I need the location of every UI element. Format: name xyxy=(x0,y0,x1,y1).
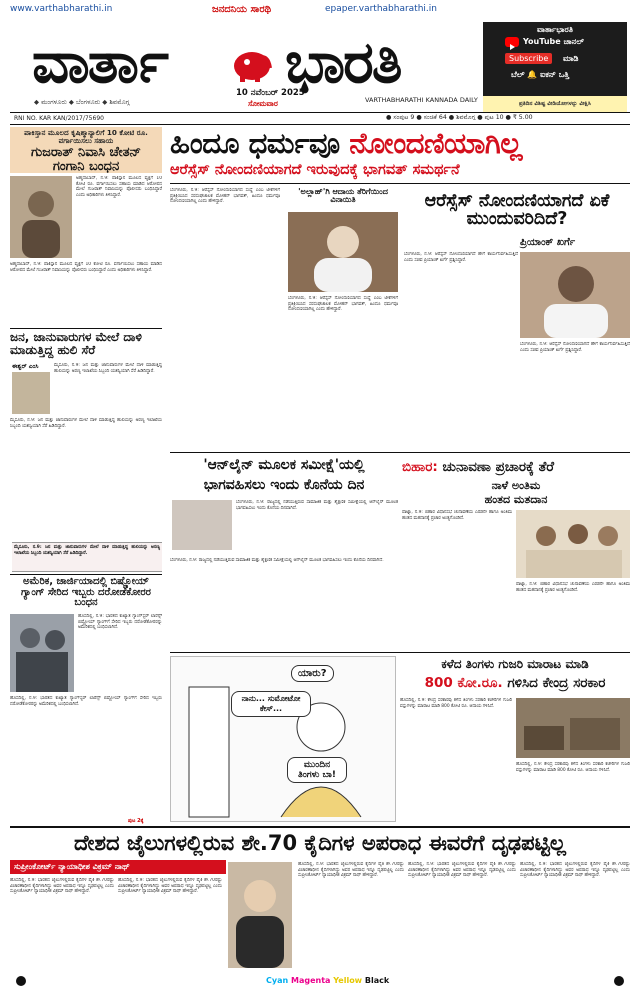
lead-headline-part1: ಹಿಂದೂ ಧರ್ಮವೂ xyxy=(170,126,350,160)
promo-footer: ಪ್ರತಿದಿನ ವಿಶಿಷ್ಟ ವೀಡಿಯೋಗಳನ್ನು ವೀಕ್ಷಿಸಿ xyxy=(518,101,592,107)
gujarat-body-2: ಅಹ್ಮದಾಬಾದ್, ನ.9: ಪಾಕಿಸ್ತಾನ ಮೂಲದ ವ್ಯಕ್ತಿಗೆ 10 ಕೋಟಿ ರೂ. ವರ್ಗಾಯಿಸಲು ಸಹಾಯ ಮಾಡಿದ ಆರೋಪದ ಮೇಲೆ ಗುಜರಾತ್ ನಿವಾಸಿಯನ್ನು ಪೊಲೀಸರು ಬಂಧಿಸಿದ್ದಾರೆ ಎಂದು ಅಧಿಕಾರಿಗಳು ತಿಳಿಸಿದ್ದಾರೆ. xyxy=(10,262,162,273)
america-continued[interactable]: ಪುಟ 2ಕ್ಕೆ xyxy=(128,818,144,824)
tiger-body-2: ಮೈಸೂರು, ನ.9: ಜನ ಮತ್ತು ಜಾನುವಾರುಗಳ ಮೇಲೆ ದಾಳಿ ಮಾಡುತ್ತಿದ್ದ ಹುಲಿಯನ್ನು ಅರಣ್ಯ ಇಲಾಖೆಯ ಸಿಬ್ಬಂದಿ ಯಶಸ್ವಿಯಾಗಿ ಸೆರೆ ಹಿಡಿದಿದ್ದಾರೆ. xyxy=(10,418,162,429)
america-photo xyxy=(10,614,74,692)
cartoon-panel xyxy=(170,656,396,822)
prison-body-3: ಹೊಸದಿಲ್ಲಿ, ನ.9: ಭಾರತದ ಜೈಲುಗಳಲ್ಲಿರುವ ಕೈದಿಗಳ ಪೈಕಿ ಶೇ.70ರಷ್ಟು ವಿಚಾರಣಾಧೀನ ಕೈದಿಗಳಾಗಿದ್ದು ಅವರ ಅಪರಾಧ ಇನ್ನೂ ದೃಢಪಟ್ಟಿಲ್ಲ ಎಂದು ಸುಪ್ರೀಂಕೋರ್ಟ್ ನ್ಯಾಯಾಧೀಶ ವಿಕ್ರಮ್ ನಾಥ್ ಹೇಳಿದ್ದಾರೆ. xyxy=(298,862,404,879)
online-headline-line1[interactable]: 'ಆನ್‌ಲೈನ್ ಮೂಲಕ ಸಮೀಕ್ಷೆ'ಯಲ್ಲಿ xyxy=(203,457,365,473)
lead-headline[interactable] xyxy=(170,128,630,158)
masthead-rule xyxy=(10,112,630,113)
mid-rule xyxy=(170,652,630,653)
america-body-2: ಹೊಸದಿಲ್ಲಿ, ನ.9: ಭಾರತದ ಕುಖ್ಯಾತ ಗ್ಯಾಂಗ್‌ಸ್ಟರ್ ಲಾರೆನ್ಸ್ ಬಿಷ್ಣೋಯ್ ಗ್ಯಾಂಗ್‌ಗೆ ಸೇರಿದ ಇಬ್ಬರು ದರೋಡೆಕೋರರನ್ನು ಅಮೆರಿಕದಲ್ಲಿ ಬಂಧಿಸಲಾಗಿದೆ. xyxy=(10,696,162,707)
kharge-photo xyxy=(520,252,630,338)
cartoon-drawing xyxy=(171,657,395,821)
promo-youtube: YouTube ಚಾನಲ್ xyxy=(523,37,584,46)
logo-left: ವಾರ್ತಾ xyxy=(32,28,167,96)
lead-body-col2: ಬೆಂಗಳೂರು, ನ.9: ಆರೆಸ್ಸೆಸ್ ನೋಂದಣಿಯಾಗದ ಸಂಸ್ಥೆ ಎಂಬ ಟೀಕೆಗಳಿಗೆ ಪ್ರತಿಕ್ರಿಯಿಸಿದ ಸರಸಂಘಚಾಲಕ ಮೋಹನ್ ಭಾಗವತ್, ಹಿಂದೂ ಧರ್ಮವೂ ನೋಂದಣಿಯಾಗಿಲ್ಲ ಎಂದು ಹೇಳಿದ್ದಾರೆ. xyxy=(288,296,398,313)
promo-footer-bar xyxy=(483,96,627,112)
lead-bottom-rule xyxy=(170,452,630,453)
youtube-promo[interactable] xyxy=(483,22,627,112)
editions: ◆ ಮಂಗಳೂರು ◆ ಬೆಂಗಳೂರು ◆ ಶಿವಮೊಗ್ಗ xyxy=(34,98,130,106)
kharge-byline: ಪ್ರಿಯಾಂಕ್ ಖರ್ಗೆ xyxy=(520,237,576,248)
cartoon-bubble-2: ನಾನು... ಸುಮೋಟೋ ಕೇಸ್... xyxy=(231,691,311,717)
bihar-body-2: ಪಾಟ್ನಾ, ನ.9: ಬಿಹಾರ ವಿಧಾನಸಭೆ ಚುನಾವಣೆಯ ಎರಡನೇ ಹಾಗೂ ಅಂತಿಮ ಹಂತದ ಮತದಾನಕ್ಕೆ ಪ್ರಚಾರ ಅಂತ್ಯಗೊಂಡಿದೆ. xyxy=(516,582,630,593)
left-rule-2 xyxy=(10,574,162,575)
bihar-subhead-line1: ನಾಳೆ ಅಂತಿಮ xyxy=(491,479,541,492)
color-black: Black xyxy=(364,976,390,985)
left-rule-1 xyxy=(10,328,162,329)
centre-body-1: ಹೊಸದಿಲ್ಲಿ, ನ.9: ಕೇಂದ್ರ ಸರಕಾರವು ಕಳೆದ ತಿಂಗಳು ಸರಕಾರಿ ಕಚೇರಿಗಳ ಗುಜರಿ ವಸ್ತುಗಳನ್ನು ಮಾರಾಟ ಮಾಡಿ 800 ಕೋಟಿ ರೂ. ಆದಾಯ ಗಳಿಸಿದೆ. xyxy=(400,698,512,709)
cartoon-bubble-3: ಮುಂದಿನ ತಿಂಗಳು ಬಾ! xyxy=(287,757,347,783)
paper-name: VARTHABHARATHI KANNADA DAILY xyxy=(365,96,478,104)
color-magenta: Magenta xyxy=(290,976,331,985)
prison-tag-bar xyxy=(10,860,226,874)
issue-date: 10 ನವೆಂಬರ್ 2025 xyxy=(236,88,305,98)
prison-body-1: ಹೊಸದಿಲ್ಲಿ, ನ.9: ಭಾರತದ ಜೈಲುಗಳಲ್ಲಿರುವ ಕೈದಿಗಳ ಪೈಕಿ ಶೇ.70ರಷ್ಟು ವಿಚಾರಣಾಧೀನ ಕೈದಿಗಳಾಗಿದ್ದು ಅವರ ಅಪರಾಧ ಇನ್ನೂ ದೃಢಪಟ್ಟಿಲ್ಲ ಎಂದು ಸುಪ್ರೀಂಕೋರ್ಟ್ ನ್ಯಾಯಾಧೀಶ ವಿಕ್ರಮ್ ನಾಥ್ ಹೇಳಿದ್ದಾರೆ. xyxy=(10,878,114,895)
tiger-byline: ಈಶ್ವರ್ ಎಂಸಿ xyxy=(12,363,39,370)
issue-info: ● ಸಂಪುಟ 9 ● ಸಂಚಿಕೆ 64 ● ಶಿವಮೊಗ್ಗ ● ಪುಟ 10 ● ₹ 5.00 xyxy=(386,114,533,121)
info-rule xyxy=(10,124,630,125)
online-body-2: ಬೆಂಗಳೂರು, ನ.9: ರಾಜ್ಯದಲ್ಲಿ ನಡೆಯುತ್ತಿರುವ ಸಾಮಾಜಿಕ ಮತ್ತು ಶೈಕ್ಷಣಿಕ ಸಮೀಕ್ಷೆಯಲ್ಲಿ ಆನ್‌ಲೈನ್ ಮೂಲಕ ಭಾಗವಹಿಸಲು ಇಂದು ಕೊನೆಯ ದಿನವಾಗಿದೆ. xyxy=(170,558,384,563)
online-photo xyxy=(172,500,232,550)
kharge-body-col1: ಬೆಂಗಳೂರು, ನ.9: ಆರೆಸ್ಸೆಸ್ ನೋಂದಣಿಯಾಗದೆ ಹೇಗೆ ಕಾರ್ಯನಿರ್ವಹಿಸುತ್ತಿದೆ ಎಂದು ಸಚಿವ ಪ್ರಿಯಾಂಕ್ ಖರ್ಗೆ ಪ್ರಶ್ನಿಸಿದ್ದಾರೆ. xyxy=(404,252,518,263)
scrap-photo xyxy=(516,698,630,758)
tiger-highlight xyxy=(12,542,162,572)
gujarat-headline[interactable]: ಗುಜರಾತ್ ನಿವಾಸಿ ಚೇತನ್ ಗಂಗಾನಿ ಬಂಧನ xyxy=(30,145,142,174)
tiger-headline[interactable]: ಜನ, ಜಾನುವಾರುಗಳ ಮೇಲೆ ದಾಳಿ ಮಾಡುತ್ತಿದ್ದ ಹುಲಿ ಸೆರೆ xyxy=(10,330,142,357)
bihar-photo xyxy=(516,510,630,578)
prison-headline[interactable]: ದೇಶದ ಜೈಲುಗಳಲ್ಲಿರುವ ಶೇ.70 ಕೈದಿಗಳ ಅಪರಾಧ ಈವರೆಗೆ ದೃಢಪಟ್ಟಿಲ್ಲ xyxy=(74,831,566,855)
prison-body-2: ಹೊಸದಿಲ್ಲಿ, ನ.9: ಭಾರತದ ಜೈಲುಗಳಲ್ಲಿರುವ ಕೈದಿಗಳ ಪೈಕಿ ಶೇ.70ರಷ್ಟು ವಿಚಾರಣಾಧೀನ ಕೈದಿಗಳಾಗಿದ್ದು ಅವರ ಅಪರಾಧ ಇನ್ನೂ ದೃಢಪಟ್ಟಿಲ್ಲ ಎಂದು ಸುಪ್ರೀಂಕೋರ್ಟ್ ನ್ಯಾಯಾಧೀಶ ವಿಕ್ರಮ್ ನಾಥ್ ಹೇಳಿದ್ದಾರೆ. xyxy=(118,878,222,895)
prison-body-5: ಹೊಸದಿಲ್ಲಿ, ನ.9: ಭಾರತದ ಜೈಲುಗಳಲ್ಲಿರುವ ಕೈದಿಗಳ ಪೈಕಿ ಶೇ.70ರಷ್ಟು ವಿಚಾರಣಾಧೀನ ಕೈದಿಗಳಾಗಿದ್ದು ಅವರ ಅಪರಾಧ ಇನ್ನೂ ದೃಢಪಟ್ಟಿಲ್ಲ ಎಂದು ಸುಪ್ರೀಂಕೋರ್ಟ್ ನ್ಯಾಯಾಧೀಶ ವಿಕ್ರಮ್ ನಾಥ್ ಹೇಳಿದ್ದಾರೆ. xyxy=(520,862,630,879)
registration-mark-icon xyxy=(16,976,26,986)
rni-number: RNI NO. KAR KAN/2017/75690 xyxy=(14,115,104,122)
centre-headline-line2[interactable] xyxy=(400,676,630,690)
lead-body-col1: ಬೆಂಗಳೂರು, ನ.9: ಆರೆಸ್ಸೆಸ್ ನೋಂದಣಿಯಾಗದ ಸಂಸ್ಥೆ ಎಂಬ ಟೀಕೆಗಳಿಗೆ ಪ್ರತಿಕ್ರಿಯಿಸಿದ ಸರಸಂಘಚಾಲಕ ಮೋಹನ್ ಭಾಗವತ್, ಹಿಂದೂ ಧರ್ಮವೂ ನೋಂದಣಿಯಾಗಿಲ್ಲ ಎಂದು ಹೇಳಿದ್ದಾರೆ. xyxy=(170,188,280,205)
centre-headline-line1[interactable]: ಕಳೆದ ತಿಂಗಳು ಗುಜರಿ ಮಾರಾಟ ಮಾಡಿ xyxy=(441,657,589,671)
bihar-body-1: ಪಾಟ್ನಾ, ನ.9: ಬಿಹಾರ ವಿಧಾನಸಭೆ ಚುನಾವಣೆಯ ಎರಡನೇ ಹಾಗೂ ಅಂತಿಮ ಹಂತದ ಮತದಾನಕ್ಕೆ ಪ್ರಚಾರ ಅಂತ್ಯಗೊಂಡಿದೆ. xyxy=(402,510,512,521)
centre-body-2: ಹೊಸದಿಲ್ಲಿ, ನ.9: ಕೇಂದ್ರ ಸರಕಾರವು ಕಳೆದ ತಿಂಗಳು ಸರಕಾರಿ ಕಚೇರಿಗಳ ಗುಜರಿ ವಸ್ತುಗಳನ್ನು ಮಾರಾಟ ಮಾಡಿ 800 ಕೋಟಿ ರೂ. ಆದಾಯ ಗಳಿಸಿದೆ. xyxy=(516,762,630,773)
bottom-rule xyxy=(10,826,630,828)
tiger-author-photo xyxy=(12,372,50,414)
america-headline[interactable]: ಅಮೆರಿಕ, ಜಾರ್ಜಿಯಾದಲ್ಲಿ ಬಿಷ್ಣೋಯ್ ಗ್ಯಾಂಗ್ ಸೇರಿದ ಇಬ್ಬರು ದರೋಡೆಕೋರರ ಬಂಧನ xyxy=(21,576,151,608)
bhagwat-photo xyxy=(288,212,398,292)
color-yellow: Yellow xyxy=(333,976,363,985)
lead-pullquote: 'ಅಲ್ಲಾಹ್'ಗಿ ಆದಾಯ ತೆರಿಗೆಯಿಂದ ವಿನಾಯಿತಿ xyxy=(298,187,388,205)
centre-headline-red: 800 ಕೋ.ರೂ. xyxy=(424,675,503,691)
judge-photo xyxy=(228,862,292,968)
tagline: ಜನದನಿಯ ಸಾರಥಿ xyxy=(212,4,272,15)
bihar-headline[interactable] xyxy=(402,460,630,474)
bihar-headline-rest: ಚುನಾವಣಾ ಪ್ರಚಾರಕ್ಕೆ ತೆರೆ xyxy=(442,459,554,475)
issue-weekday: ಸೋಮವಾರ xyxy=(248,99,278,108)
subscribe-suffix: ಮಾಡಿ xyxy=(563,54,579,63)
tiger-highlight-text: ಮೈಸೂರು, ನ.9: ಜನ ಮತ್ತು ಜಾನುವಾರುಗಳ ಮೇಲೆ ದಾಳಿ ಮಾಡುತ್ತಿದ್ದ ಹುಲಿಯನ್ನು ಅರಣ್ಯ ಇಲಾಖೆಯ ಸಿಬ್ಬಂದಿ ಯಶಸ್ವಿಯಾಗಿ ಸೆರೆ ಹಿಡಿದಿದ್ದಾರೆ. xyxy=(14,545,160,556)
bihar-subhead-line2: ಹಂತದ ಮತದಾನ xyxy=(484,493,548,506)
gujarat-photo xyxy=(10,176,72,258)
youtube-play-icon xyxy=(505,37,519,47)
gujarat-headline-box xyxy=(10,127,162,173)
subscribe-button[interactable]: Subscribe xyxy=(505,53,552,64)
registration-mark-icon xyxy=(614,976,624,986)
lead-headline-part2: ನೋಂದಣಿಯಾಗಿಲ್ಲ xyxy=(349,126,522,160)
centre-headline-rest: ಗಳಿಸಿದ ಕೇಂದ್ರ ಸರಕಾರ xyxy=(502,675,606,691)
kharge-body-col2: ಬೆಂಗಳೂರು, ನ.9: ಆರೆಸ್ಸೆಸ್ ನೋಂದಣಿಯಾಗದೆ ಹೇಗೆ ಕಾರ್ಯನಿರ್ವಹಿಸುತ್ತಿದೆ ಎಂದು ಸಚಿವ ಪ್ರಿಯಾಂಕ್ ಖರ್ಗೆ ಪ್ರಶ್ನಿಸಿದ್ದಾರೆ. xyxy=(520,342,630,353)
america-body-1: ಹೊಸದಿಲ್ಲಿ, ನ.9: ಭಾರತದ ಕುಖ್ಯಾತ ಗ್ಯಾಂಗ್‌ಸ್ಟರ್ ಲಾರೆನ್ಸ್ ಬಿಷ್ಣೋಯ್ ಗ್ಯಾಂಗ್‌ಗೆ ಸೇರಿದ ಇಬ್ಬರು ದರೋಡೆಕೋರರನ್ನು ಅಮೆರಿಕದಲ್ಲಿ ಬಂಧಿಸಲಾಗಿದೆ. xyxy=(78,614,162,631)
bell-instruction: ಬೆಲ್ 🔔 ಐಕನ್ ಒತ್ತಿ xyxy=(511,70,569,79)
promo-title: ವಾರ್ತಾಭಾರತಿ xyxy=(537,25,573,34)
prison-body-4: ಹೊಸದಿಲ್ಲಿ, ನ.9: ಭಾರತದ ಜೈಲುಗಳಲ್ಲಿರುವ ಕೈದಿಗಳ ಪೈಕಿ ಶೇ.70ರಷ್ಟು ವಿಚಾರಣಾಧೀನ ಕೈದಿಗಳಾಗಿದ್ದು ಅವರ ಅಪರಾಧ ಇನ್ನೂ ದೃಢಪಟ್ಟಿಲ್ಲ ಎಂದು ಸುಪ್ರೀಂಕೋರ್ಟ್ ನ್ಯಾಯಾಧೀಶ ವಿಕ್ರಮ್ ನಾಥ್ ಹೇಳಿದ್ದಾರೆ. xyxy=(408,862,516,879)
prison-tag: ಸುಪ್ರೀಂಕೋರ್ಟ್ ನ್ಯಾಯಾಧೀಶ ವಿಕ್ರಮ್ ನಾಥ್ xyxy=(14,862,130,871)
lead-subhead: ಆರೆಸ್ಸೆಸ್ ನೋಂದಣಿಯಾಗದೆ ಇರುವುದಕ್ಕೆ ಭಾಗವತ್ ಸಮರ್ಥನೆ xyxy=(170,162,460,178)
website-url[interactable]: www.varthabharathi.in xyxy=(10,4,113,14)
gujarat-body-1: ಅಹ್ಮದಾಬಾದ್, ನ.9: ಪಾಕಿಸ್ತಾನ ಮೂಲದ ವ್ಯಕ್ತಿಗೆ 10 ಕೋಟಿ ರೂ. ವರ್ಗಾಯಿಸಲು ಸಹಾಯ ಮಾಡಿದ ಆರೋಪದ ಮೇಲೆ ಗುಜರಾತ್ ನಿವಾಸಿಯನ್ನು ಪೊಲೀಸರು ಬಂಧಿಸಿದ್ದಾರೆ ಎಂದು ಅಧಿಕಾರಿಗಳು ತಿಳಿಸಿದ್ದಾರೆ. xyxy=(76,176,162,198)
lead-rule xyxy=(170,183,630,184)
gujarat-kicker: ಪಾಕಿಸ್ತಾನ ಮೂಲದ ಕೃಷಿಶ್ಮಾನ್ಯಾಲಿಗೆ 10 ಕೋಟಿ ರೂ. ವರ್ಗಾಯಿಸಲು ಸಹಾಯ xyxy=(24,128,148,145)
online-headline-line2[interactable]: ಭಾಗವಹಿಸಲು ಇಂದು ಕೊನೆಯ ದಿನ xyxy=(203,477,365,493)
color-bar xyxy=(266,976,389,985)
kharge-headline[interactable]: ಆರೆಸ್ಸೆಸ್ ನೋಂದಣಿಯಾಗದೆ ಏಕೆ ಮುಂದುವರಿದಿದೆ? xyxy=(424,191,610,230)
cartoon-bubble-1: ಯಾರು? xyxy=(291,665,334,682)
bihar-headline-red: ಬಿಹಾರ: xyxy=(402,459,443,475)
tiger-body-1: ಮೈಸೂರು, ನ.9: ಜನ ಮತ್ತು ಜಾನುವಾರುಗಳ ಮೇಲೆ ದಾಳಿ ಮಾಡುತ್ತಿದ್ದ ಹುಲಿಯನ್ನು ಅರಣ್ಯ ಇಲಾಖೆಯ ಸಿಬ್ಬಂದಿ ಯಶಸ್ವಿಯಾಗಿ ಸೆರೆ ಹಿಡಿದಿದ್ದಾರೆ. xyxy=(54,363,162,374)
logo-right: ಭಾರತಿ xyxy=(285,28,401,96)
online-body-1: ಬೆಂಗಳೂರು, ನ.9: ರಾಜ್ಯದಲ್ಲಿ ನಡೆಯುತ್ತಿರುವ ಸಾಮಾಜಿಕ ಮತ್ತು ಶೈಕ್ಷಣಿಕ ಸಮೀಕ್ಷೆಯಲ್ಲಿ ಆನ್‌ಲೈನ್ ಮೂಲಕ ಭಾಗವಹಿಸಲು ಇಂದು ಕೊನೆಯ ದಿನವಾಗಿದೆ. xyxy=(236,500,398,511)
elephant-logo-icon xyxy=(228,44,276,84)
epaper-url[interactable]: epaper.varthabharathi.in xyxy=(325,4,437,14)
color-cyan: Cyan xyxy=(266,976,289,985)
